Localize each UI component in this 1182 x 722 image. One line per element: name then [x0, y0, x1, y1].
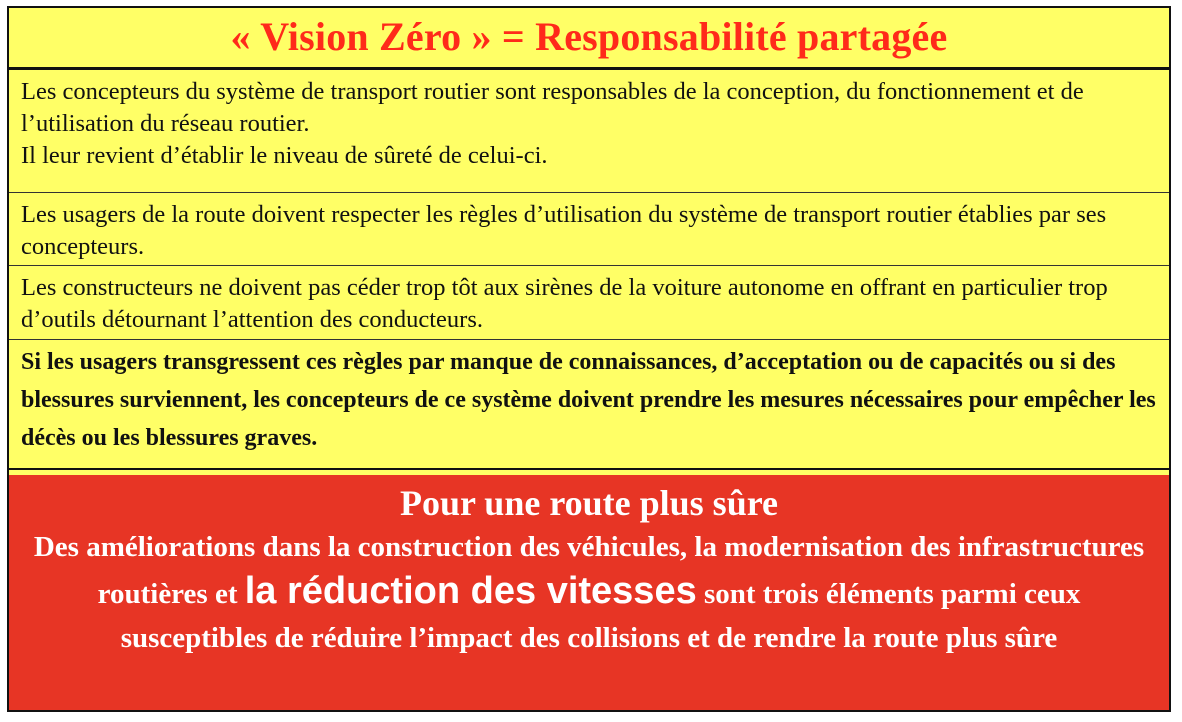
conclusion-text-start: Des améliorations dans la construction des véhicules, la modernisation des infrastructures routières et [33, 531, 1145, 610]
table-title: « Vision Zéro » = Responsabilité partagée [9, 8, 1169, 70]
row-text: Les usagers de la route doivent respecter les règles d’utilisation du système de transport routier établies par ses concepteurs. [21, 201, 1107, 260]
conclusion-banner [9, 475, 1169, 710]
table-row-manufacturers [9, 266, 1169, 340]
row-text: Si les usagers transgressent ces règles par manque de connaissances, d’acceptation ou de capacités ou si des blessures surviennent, les concepteurs de ce système doivent prendre les mesures nécessaires pour empêcher les décès ou les blessures graves. [21, 349, 1156, 451]
row-text: Il leur revient d’établir le niveau de sûreté de celui-ci. [21, 142, 548, 169]
row-text: Les constructeurs ne doivent pas céder trop tôt aux sirènes de la voiture autonome en offrant en particulier trop d’outils détournant l’attention des conducteurs. [21, 274, 1108, 333]
table-row-designers [9, 70, 1169, 193]
row-text: Les concepteurs du système de transport routier sont responsables de la conception, du fonctionnement et de l’utilisation du réseau routier. [21, 78, 1084, 137]
conclusion-text-end: sont trois éléments parmi ceux susceptibles de réduire l’impact des collisions et de rendre la route plus sûre [120, 578, 1081, 654]
table-row-responsibility [9, 340, 1169, 470]
table-row-users [9, 193, 1169, 266]
vision-zero-table [7, 6, 1171, 712]
conclusion-text [9, 525, 1169, 660]
conclusion-emphasis: la réduction des vitesses [244, 570, 697, 612]
conclusion-heading: Pour une route plus sûre [399, 483, 779, 523]
